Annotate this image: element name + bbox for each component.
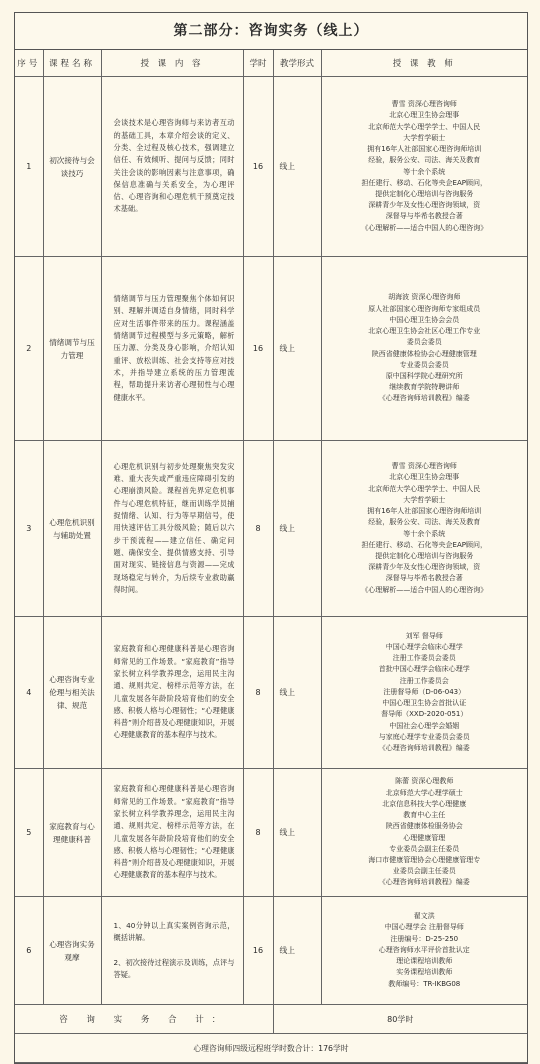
teacher-line: 曹雪 资深心理咨询师: [391, 100, 457, 109]
teacher-line: 理论课程培训教师: [396, 957, 453, 966]
course-teacher: [321, 441, 527, 617]
course-hours: 8: [243, 441, 273, 617]
course-form: 线上: [273, 441, 321, 617]
teacher-line: 等十余个系统: [403, 529, 446, 538]
summary-label: 咨 询 实 务 合 计：: [15, 1005, 273, 1034]
teacher-line: 中国心理卫生协会会员: [389, 315, 460, 324]
footer-row: [15, 1034, 527, 1063]
teacher-line: 督导师（XXD-2020-051）: [381, 710, 468, 719]
course-content: 1、40分钟以上真实案例咨询示范，概括讲解。 2、初次接待过程演示及训练，点评与答疑。: [101, 897, 243, 1005]
course-content: 家庭教育和心理健康科普是心理咨询师常见的工作场景。“家庭教育”指导家长树立科学教养理念，运用民主沟通、规则共定、榜样示范等方法，在儿童发展各年龄阶段培育他们的安全感、积极人格与心理韧性；“心理健康科普”则介绍普及心理健康知识，开展心理健康教育的基本程序与技术。: [101, 769, 243, 897]
teacher-line: 北京师范大学心理学学士、中国人民: [368, 122, 481, 131]
teacher-line: 提供定制化心理培训与咨询服务: [375, 551, 474, 560]
course-form: 线上: [273, 77, 321, 257]
teacher-line: 北京信息科技大学心理健康: [382, 799, 467, 808]
teacher-line: 陈蕾 资深心理教师: [395, 777, 454, 786]
teacher-line: 继续教育学院特聘讲师: [389, 383, 460, 392]
course-table: [15, 50, 527, 1063]
teacher-line: 深耕青少年及女性心理咨询领域，资: [368, 563, 481, 572]
header-hours: 学时: [243, 50, 273, 77]
table-row: [15, 77, 527, 257]
teacher-line: 实务课程培训教师: [396, 968, 453, 977]
course-name: 初次接待与会谈技巧: [43, 77, 101, 257]
teacher-line: 大学哲学硕士: [403, 133, 446, 142]
course-form: 线上: [273, 257, 321, 441]
teacher-line: 心理咨询师水平评价首批认定: [378, 945, 470, 954]
table-row: [15, 617, 527, 769]
summary-row: [15, 1005, 527, 1034]
course-no: 5: [15, 769, 43, 897]
teacher-line: 北京心理卫生协会理事: [389, 473, 460, 482]
teacher-line: 海口市健康管理协会心理健康管理专: [368, 855, 481, 864]
course-teacher: [321, 769, 527, 897]
teacher-line: 提供定制化心理培训与咨询服务: [375, 189, 474, 198]
course-schedule-sheet: [14, 12, 528, 1064]
teacher-line: 教育中心主任: [403, 811, 446, 820]
course-no: 4: [15, 617, 43, 769]
teacher-line: 《心理咨询师培训教程》编委: [378, 394, 470, 403]
teacher-line: 担任建行、移动、石化等央企EAP顾问，: [361, 178, 487, 187]
teacher-line: 专业委员会委员: [399, 360, 449, 369]
course-name: 心理危机识别与辅助处置: [43, 441, 101, 617]
course-name: 心理咨询实务观摩: [43, 897, 101, 1005]
teacher-line: 注册工作委员会委员: [392, 654, 456, 663]
teacher-line: 北京师范大学心理学学士、中国人民: [368, 484, 481, 493]
teacher-line: 注册工作委员会: [399, 676, 449, 685]
teacher-line: 《心理解析——适合中国人的心理咨询》: [361, 585, 488, 594]
course-content: 家庭教育和心理健康科普是心理咨询师常见的工作场景。“家庭教育”指导家长树立科学教养理念，运用民主沟通、规则共定、榜样示范等方法，在儿童发展各年龄阶段培育他们的安全感、积极人格与心理韧性；“心理健康科普”则介绍普及心理健康知识，开展心理健康教育的基本程序与技术。: [101, 617, 243, 769]
teacher-line: 翟文洪: [413, 912, 435, 921]
course-no: 3: [15, 441, 43, 617]
teacher-line: 北京心理卫生协会理事: [389, 111, 460, 120]
teacher-line: 深督导与毕希名教授合著: [385, 574, 463, 583]
teacher-line: 专业委员会副主任委员: [389, 844, 460, 853]
teacher-line: 刘军 督导师: [405, 631, 443, 640]
header-no: 序号: [15, 50, 43, 77]
teacher-line: 《心理咨询师培训教程》编委: [378, 878, 470, 887]
teacher-line: 担任建行、移动、石化等央企EAP顾问，: [361, 540, 487, 549]
course-form: 线上: [273, 769, 321, 897]
teacher-line: 经验，服务公安、司法、海关及教育: [368, 156, 481, 165]
course-teacher: [321, 77, 527, 257]
table-row: [15, 769, 527, 897]
course-content: 心理危机识别与初步处理聚焦突发灾难、重大丧失或严重违应障碍引发的心理崩溃风险。课程首先界定危机事件与心理危机特征，继而训练学员捕捉情绪、认知、行为等早期信号，使用快速评估工具分级风险；随后以六步干预流程——建立信任、确定问题、确保安全、提供情感支持、引导面对现实、链接信息与资源——完成现场稳定与转介，为后续专业救助赢得时间。: [101, 441, 243, 617]
course-no: 6: [15, 897, 43, 1005]
teacher-line: 首批中国心理学会临床心理学: [378, 665, 470, 674]
teacher-line: 原人社部国家心理咨询师专家组成员: [368, 304, 481, 313]
teacher-line: 《心理咨询师培训教程》编委: [378, 743, 470, 752]
course-no: 2: [15, 257, 43, 441]
table-row: [15, 257, 527, 441]
total-hours-footer: 心理咨询师四级远程班学时数合计：176学时: [15, 1034, 527, 1063]
course-form: 线上: [273, 617, 321, 769]
course-content: 情绪调节与压力管理聚焦个体如何识别、理解并调适自身情绪，同时科学应对生活事件带来的压力。课程涵盖情绪调节过程模型与多元策略，解析压力源、分类及身心影响，介绍认知重评、放松训练、社会支持等应对技术，并指导建立系统的压力管理流程，帮助提升来访者心理韧性与心理健康水平。: [101, 257, 243, 441]
course-teacher: [321, 617, 527, 769]
teacher-line: 曹雪 资深心理咨询师: [391, 462, 457, 471]
teacher-line: 拥有16年人社部国家心理咨询师培训: [367, 145, 482, 154]
teacher-line: 等十余个系统: [403, 167, 446, 176]
teacher-line: 委员会委员: [406, 338, 442, 347]
course-form: 线上: [273, 897, 321, 1005]
table-header-row: [15, 50, 527, 77]
teacher-line: 拥有16年人社部国家心理咨询师培训: [367, 507, 482, 516]
teacher-line: 大学哲学硕士: [403, 495, 446, 504]
teacher-line: 陕西省健康体检服务协会: [385, 822, 463, 831]
teacher-line: 经验，服务公安、司法、海关及教育: [368, 518, 481, 527]
course-name: 家庭教育与心理健康科普: [43, 769, 101, 897]
header-course: 课程名称: [43, 50, 101, 77]
course-hours: 8: [243, 769, 273, 897]
teacher-line: 北京心理卫生协会社区心理工作专业: [368, 327, 481, 336]
teacher-line: 北京师范大学心理学硕士: [385, 788, 463, 797]
course-teacher: [321, 257, 527, 441]
table-row: [15, 897, 527, 1005]
teacher-line: 中国社会心理学会婚姻: [389, 721, 460, 730]
teacher-line: 陕西省健康体检协会心理健康管理: [371, 349, 477, 358]
teacher-line: 深督导与毕希名教授合著: [385, 212, 463, 221]
teacher-line: 《心理解析——适合中国人的心理咨询》: [361, 223, 488, 232]
summary-value: 80学时: [273, 1005, 527, 1034]
section-title: 第二部分：咨询实务（线上）: [15, 13, 527, 50]
teacher-line: 中国心理学会临床心理学: [385, 643, 463, 652]
teacher-line: 胡海波 资深心理咨询师: [388, 293, 461, 302]
course-name: 情绪调节与压力管理: [43, 257, 101, 441]
teacher-line: 心理健康管理: [403, 833, 446, 842]
course-hours: 16: [243, 257, 273, 441]
teacher-line: 业委员会副主任委员: [392, 867, 456, 876]
teacher-line: 与家庭心理学专业委员会委员: [378, 732, 470, 741]
course-name: 心理咨询专业伦理与相关法律、规范: [43, 617, 101, 769]
course-hours: 16: [243, 77, 273, 257]
course-hours: 8: [243, 617, 273, 769]
teacher-line: 原中国科学院心理研究所: [385, 371, 463, 380]
teacher-line: 深耕青少年及女性心理咨询领域，资: [368, 201, 481, 210]
header-content: 授 课 内 容: [101, 50, 243, 77]
teacher-line: 注册编号：D-25-250: [390, 934, 459, 943]
course-teacher: [321, 897, 527, 1005]
teacher-line: 教师编号：TR-IKBG08: [388, 979, 461, 988]
header-form: 教学形式: [273, 50, 321, 77]
table-row: [15, 441, 527, 617]
course-hours: 16: [243, 897, 273, 1005]
teacher-line: 注册督导师（D-06-043）: [383, 687, 466, 696]
course-content: 会谈技术是心理咨询师与来访者互动的基础工具，本章介绍会谈的定义、分类、全过程及核心技术，强调建立信任、有效倾听、提问与反馈；同时关注会谈的影响因素与注意事项，确保信息准确与关系安全，为心理评估、心理咨询和心理危机干预奠定技术基础。: [101, 77, 243, 257]
header-teacher: 授 课 教 师: [321, 50, 527, 77]
teacher-line: 中国心理学会 注册督导师: [384, 923, 464, 932]
course-no: 1: [15, 77, 43, 257]
teacher-line: 中国心理卫生协会首批认证: [382, 699, 467, 708]
